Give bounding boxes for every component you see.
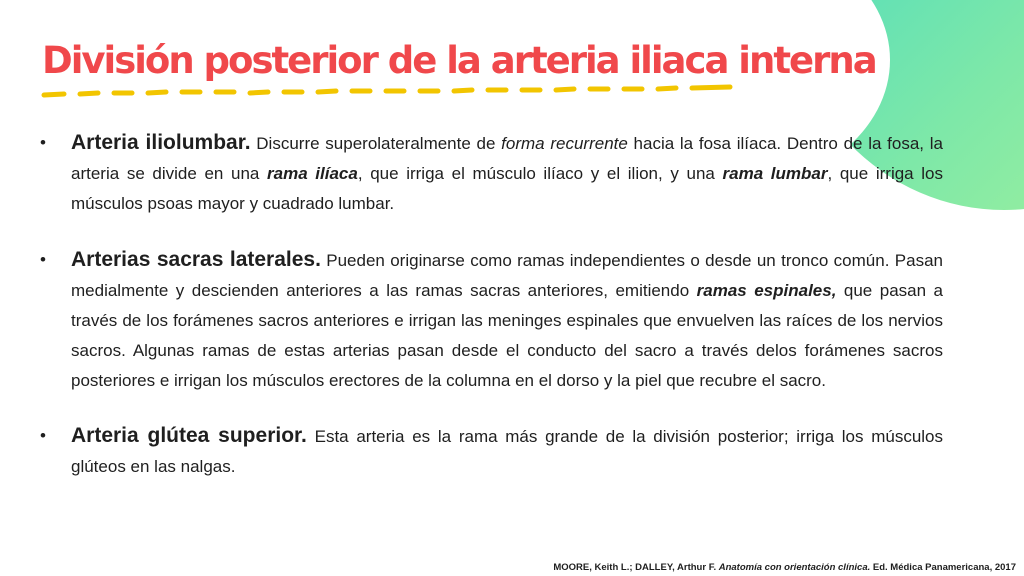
- item-text-part: , que irriga los músculos psoas mayor y cuadrado lumbar.: [71, 164, 944, 213]
- bullet-icon: •: [40, 250, 46, 269]
- item-text-part: Discurre superolateralmente de: [250, 134, 502, 153]
- item-emphasis-bold: rama lumbar: [722, 164, 828, 183]
- item-emphasis-bold: ramas espinales,: [696, 281, 837, 300]
- item-text-part: Pueden originarse como ramas independientes o desde un tronco común. Pasan medialmente y descienden anteriores a las ramas sacras anteriores, emitiendo: [71, 251, 943, 300]
- citation: [553, 562, 1016, 573]
- bullet-icon: •: [40, 133, 46, 152]
- item-lead: Arteria iliolumbar.: [71, 131, 251, 154]
- item-emphasis: forma recurrente: [501, 134, 628, 153]
- title-underline-dashes: [40, 84, 740, 100]
- citation-authors: MOORE, Keith L.; DALLEY, Arthur F.: [553, 562, 719, 573]
- citation-book: Anatomía con orientación clínica.: [718, 562, 871, 573]
- item-emphasis-bold: rama ilíaca: [267, 164, 358, 183]
- bullet-list: [40, 128, 943, 507]
- item-text: [71, 131, 944, 213]
- bullet-icon: •: [40, 426, 46, 445]
- item-text-part: , que irriga el músculo ilíaco y el ilion, y una: [357, 164, 723, 183]
- item-text: [71, 248, 943, 390]
- list-item: [40, 421, 943, 482]
- item-text-part: Esta arteria es la rama más grande de la división posterior; irriga los músculos glúteos en las nalgas.: [71, 427, 944, 476]
- list-item: [40, 128, 943, 219]
- item-text: [71, 424, 944, 476]
- item-lead: Arterias sacras laterales.: [71, 248, 321, 271]
- item-text-part: hacia la fosa ilíaca. Dentro de la fosa, la arteria se divide en una: [71, 134, 943, 183]
- slide-title: División posterior de la arteria iliaca interna: [42, 39, 876, 82]
- item-text-part: que pasan a través de los forámenes sacros anteriores e irrigan las meninges espinales que envuelven las raíces de los nervios sacros. Algunas ramas de estas arterias pasan desde el conducto del sacro a través delos forámenes sacros posteriores e irrigan los músculos erectores de la columna en el dorso y la piel que recubre el sacro.: [71, 281, 943, 390]
- list-item: [40, 245, 943, 396]
- item-lead: Arteria glútea superior.: [71, 424, 307, 447]
- citation-publisher: Ed. Médica Panamericana, 2017: [870, 562, 1016, 573]
